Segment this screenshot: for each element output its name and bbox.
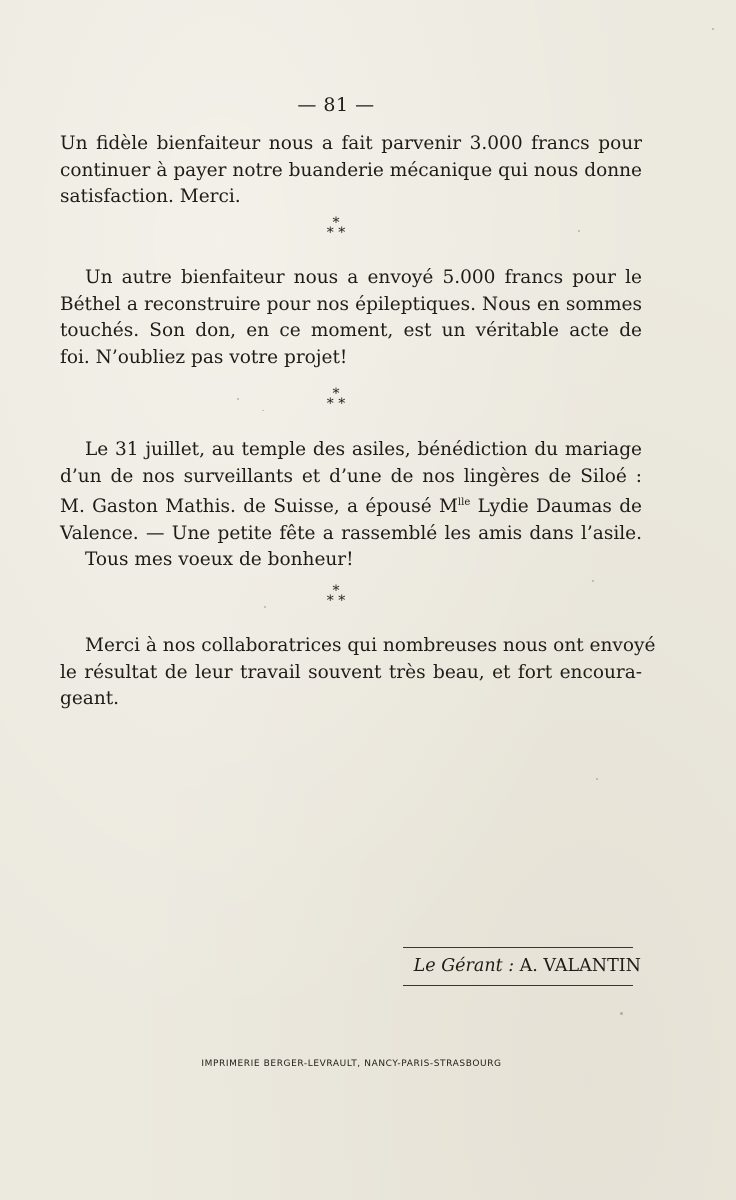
paragraph-line: Un fidèle bienfaiteur nous a fait parvenir 3.000 francs pour	[60, 133, 642, 154]
signature	[403, 956, 641, 976]
paragraph-donation-bethel	[60, 265, 642, 371]
paragraph-donation-laundry	[60, 131, 642, 211]
paragraph-line: Tous mes voeux de bonheur!	[85, 549, 354, 570]
asterism-separator	[316, 215, 356, 241]
paragraph-line: touchés. Son don, en ce moment, est un véritable acte de	[60, 320, 642, 341]
paragraph-line: Un autre bienfaiteur nous a envoyé 5.000 francs pour le	[85, 267, 642, 288]
paragraph-line: satisfaction. Merci.	[60, 186, 241, 207]
signature-name: A. VALANTIN	[519, 956, 641, 976]
printer-imprint: IMPRIMERIE BERGER-LEVRAULT, NANCY-PARIS-STRASBOURG	[201, 1059, 502, 1069]
paragraph-line: geant.	[60, 688, 120, 709]
paragraph-line: continuer à payer notre buanderie mécanique qui nous donne	[60, 159, 642, 181]
asterism-star-pair: * *	[326, 396, 346, 412]
page-number: — 81 —	[297, 94, 375, 116]
asterism-separator	[316, 583, 356, 609]
asterism-separator	[316, 386, 356, 412]
asterism-star: *	[332, 583, 340, 599]
signature-bottom-rule	[403, 985, 633, 986]
paragraph-line: Valence. — Une petite fête a rassemblé les amis dans l’asile.	[60, 522, 642, 544]
paragraph-line: Le 31 juillet, au temple des asiles, bénédiction du mariage	[85, 439, 642, 460]
asterism-star-pair: * *	[326, 225, 346, 241]
paragraph-wedding-announcement	[60, 437, 642, 574]
paragraph-line: M. Gaston Mathis. de Suisse, a épousé $M^{lle}$ Lydie Daumas de	[60, 496, 642, 517]
paragraph-line: foi. N’oubliez pas votre projet!	[60, 346, 348, 368]
asterism-star: *	[332, 215, 340, 231]
paragraph-line: le résultat de leur travail souvent très beau, et fort encoura-	[60, 661, 642, 683]
asterism-star: *	[332, 386, 340, 402]
asterism-star-pair: * *	[326, 593, 346, 609]
signature-role: Le Gérant :	[413, 956, 515, 976]
paragraph-line: Béthel a reconstruire pour nos épileptiques. Nous en sommes	[60, 293, 642, 315]
title-abbreviation: lle	[457, 497, 471, 508]
paragraph-thanks-collaborators	[60, 633, 656, 713]
paragraph-line: Merci à nos collaboratrices qui nombreuses nous ont envoyé	[85, 635, 656, 656]
paragraph-line: d’un de nos surveillants et d’une de nos lingères de Siloé :	[60, 465, 642, 487]
signature-top-rule	[403, 947, 633, 948]
